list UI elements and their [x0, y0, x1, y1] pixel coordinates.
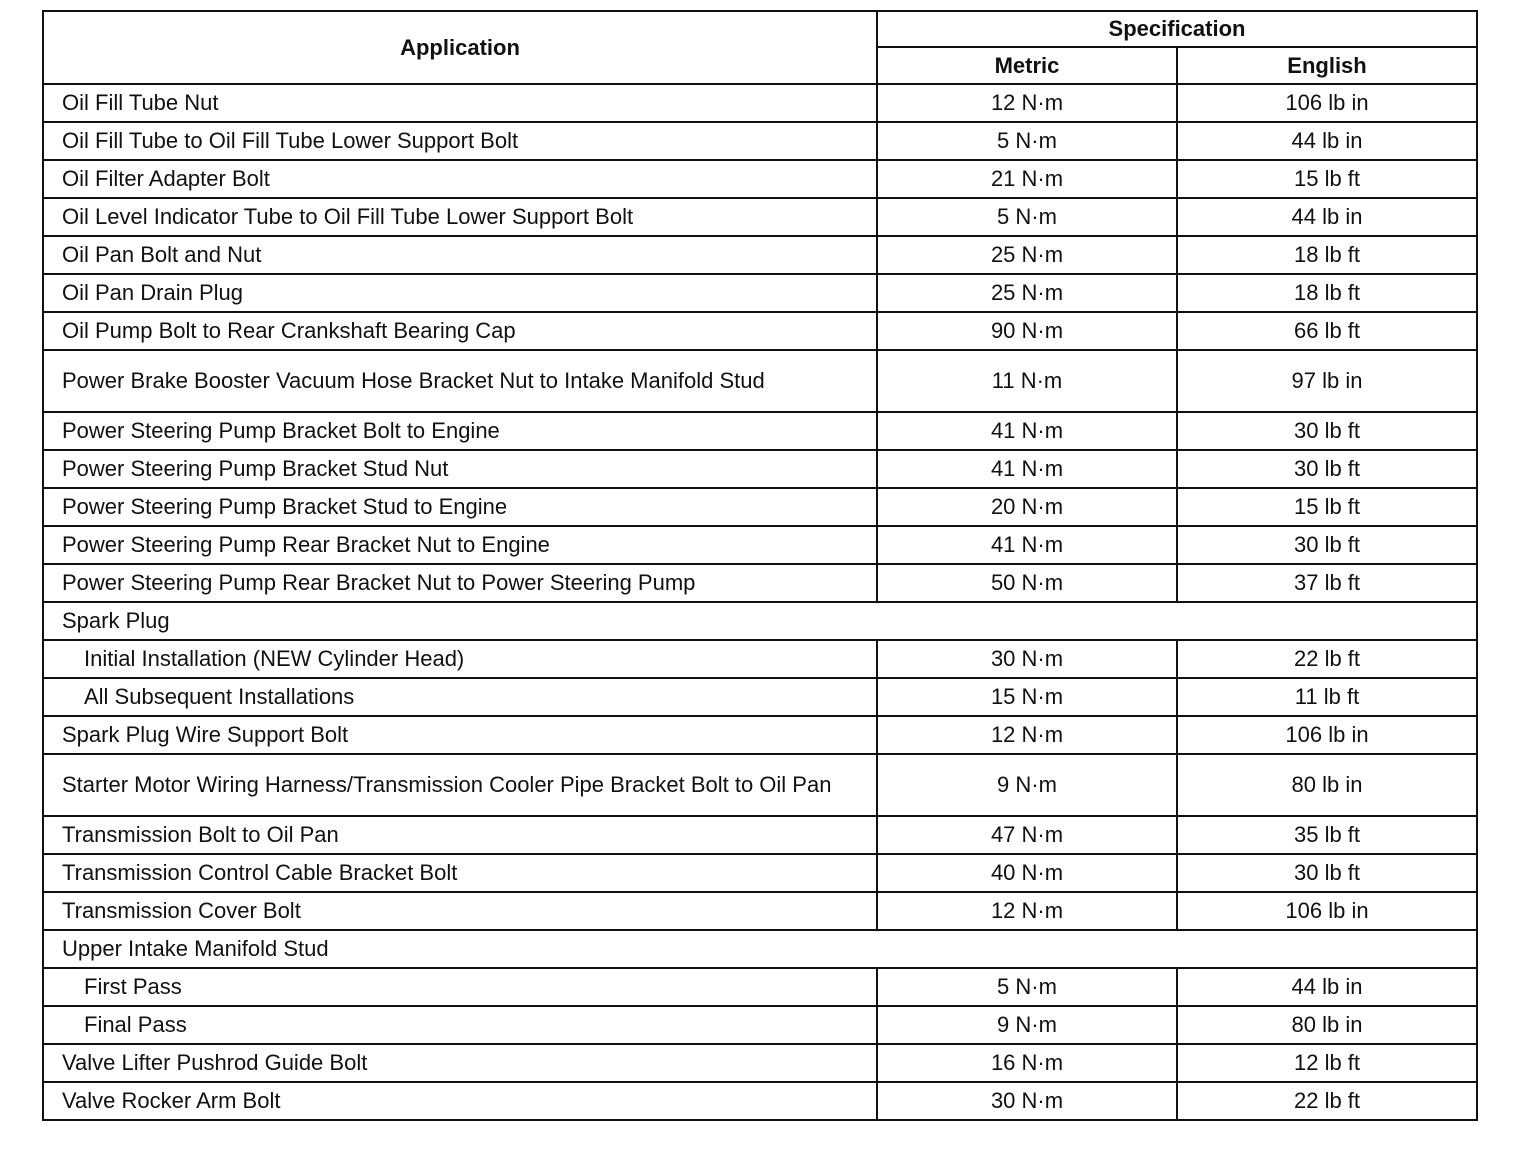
metric-cell: 5 N·m [877, 122, 1177, 160]
application-cell: Oil Level Indicator Tube to Oil Fill Tube Lower Support Bolt [43, 198, 877, 236]
metric-cell: 5 N·m [877, 198, 1177, 236]
application-cell: Oil Fill Tube to Oil Fill Tube Lower Support Bolt [43, 122, 877, 160]
metric-cell: 16 N·m [877, 1044, 1177, 1082]
application-cell: Valve Lifter Pushrod Guide Bolt [43, 1044, 877, 1082]
group-row [43, 930, 1477, 968]
table-row [43, 968, 1477, 1006]
english-cell: 22 lb ft [1177, 640, 1477, 678]
application-cell: Power Steering Pump Bracket Stud to Engine [43, 488, 877, 526]
table-row [43, 160, 1477, 198]
metric-cell: 12 N·m [877, 892, 1177, 930]
english-cell: 22 lb ft [1177, 1082, 1477, 1120]
metric-cell: 15 N·m [877, 678, 1177, 716]
english-cell: 44 lb in [1177, 968, 1477, 1006]
table-row [43, 488, 1477, 526]
english-cell: 106 lb in [1177, 892, 1477, 930]
table-row [43, 274, 1477, 312]
english-cell: 11 lb ft [1177, 678, 1477, 716]
table-row [43, 678, 1477, 716]
english-cell: 80 lb in [1177, 754, 1477, 816]
english-cell: 35 lb ft [1177, 816, 1477, 854]
table-row [43, 450, 1477, 488]
torque-specification-table [42, 10, 1478, 1121]
application-cell: Final Pass [43, 1006, 877, 1044]
application-cell: Transmission Bolt to Oil Pan [43, 816, 877, 854]
metric-cell: 41 N·m [877, 450, 1177, 488]
table-row [43, 1006, 1477, 1044]
application-cell: Starter Motor Wiring Harness/Transmission Cooler Pipe Bracket Bolt to Oil Pan [43, 754, 877, 816]
application-cell: Valve Rocker Arm Bolt [43, 1082, 877, 1120]
table-row [43, 716, 1477, 754]
english-cell: 66 lb ft [1177, 312, 1477, 350]
metric-cell: 41 N·m [877, 526, 1177, 564]
english-cell: 106 lb in [1177, 716, 1477, 754]
english-cell: 30 lb ft [1177, 450, 1477, 488]
metric-cell: 30 N·m [877, 640, 1177, 678]
metric-cell: 12 N·m [877, 716, 1177, 754]
english-cell: 15 lb ft [1177, 160, 1477, 198]
table-row [43, 350, 1477, 412]
metric-cell: 11 N·m [877, 350, 1177, 412]
english-cell: 97 lb in [1177, 350, 1477, 412]
metric-cell: 20 N·m [877, 488, 1177, 526]
table-row [43, 312, 1477, 350]
application-cell: Oil Fill Tube Nut [43, 84, 877, 122]
group-row [43, 602, 1477, 640]
metric-cell: 12 N·m [877, 84, 1177, 122]
application-cell: Oil Pump Bolt to Rear Crankshaft Bearing Cap [43, 312, 877, 350]
table-row [43, 526, 1477, 564]
header-metric: Metric [877, 47, 1177, 84]
group-heading-cell: Spark Plug [43, 602, 1477, 640]
application-cell: Spark Plug Wire Support Bolt [43, 716, 877, 754]
table-row [43, 236, 1477, 274]
application-cell: Transmission Control Cable Bracket Bolt [43, 854, 877, 892]
metric-cell: 9 N·m [877, 1006, 1177, 1044]
english-cell: 18 lb ft [1177, 274, 1477, 312]
application-cell: Oil Filter Adapter Bolt [43, 160, 877, 198]
english-cell: 30 lb ft [1177, 526, 1477, 564]
metric-cell: 40 N·m [877, 854, 1177, 892]
application-cell: All Subsequent Installations [43, 678, 877, 716]
table-row [43, 564, 1477, 602]
table-row [43, 892, 1477, 930]
header-english: English [1177, 47, 1477, 84]
english-cell: 30 lb ft [1177, 412, 1477, 450]
application-cell: Power Steering Pump Bracket Stud Nut [43, 450, 877, 488]
metric-cell: 25 N·m [877, 236, 1177, 274]
table-header [43, 11, 1477, 84]
english-cell: 44 lb in [1177, 198, 1477, 236]
application-cell: Power Steering Pump Bracket Bolt to Engine [43, 412, 877, 450]
header-application: Application [43, 11, 877, 84]
table-row [43, 640, 1477, 678]
application-cell: Oil Pan Drain Plug [43, 274, 877, 312]
metric-cell: 21 N·m [877, 160, 1177, 198]
table-row [43, 412, 1477, 450]
application-cell: Power Steering Pump Rear Bracket Nut to Power Steering Pump [43, 564, 877, 602]
metric-cell: 50 N·m [877, 564, 1177, 602]
header-specification: Specification [877, 11, 1477, 47]
application-cell: First Pass [43, 968, 877, 1006]
metric-cell: 9 N·m [877, 754, 1177, 816]
english-cell: 44 lb in [1177, 122, 1477, 160]
english-cell: 37 lb ft [1177, 564, 1477, 602]
metric-cell: 5 N·m [877, 968, 1177, 1006]
table-row [43, 816, 1477, 854]
metric-cell: 41 N·m [877, 412, 1177, 450]
english-cell: 30 lb ft [1177, 854, 1477, 892]
application-cell: Power Steering Pump Rear Bracket Nut to Engine [43, 526, 877, 564]
table-row [43, 84, 1477, 122]
english-cell: 12 lb ft [1177, 1044, 1477, 1082]
application-cell: Power Brake Booster Vacuum Hose Bracket Nut to Intake Manifold Stud [43, 350, 877, 412]
metric-cell: 90 N·m [877, 312, 1177, 350]
application-cell: Initial Installation (NEW Cylinder Head) [43, 640, 877, 678]
english-cell: 15 lb ft [1177, 488, 1477, 526]
group-heading-cell: Upper Intake Manifold Stud [43, 930, 1477, 968]
application-cell: Transmission Cover Bolt [43, 892, 877, 930]
english-cell: 106 lb in [1177, 84, 1477, 122]
metric-cell: 25 N·m [877, 274, 1177, 312]
table-row [43, 122, 1477, 160]
metric-cell: 30 N·m [877, 1082, 1177, 1120]
table-row [43, 754, 1477, 816]
table-row [43, 1082, 1477, 1120]
metric-cell: 47 N·m [877, 816, 1177, 854]
table-row [43, 198, 1477, 236]
table-row [43, 854, 1477, 892]
english-cell: 80 lb in [1177, 1006, 1477, 1044]
english-cell: 18 lb ft [1177, 236, 1477, 274]
application-cell: Oil Pan Bolt and Nut [43, 236, 877, 274]
table-row [43, 1044, 1477, 1082]
